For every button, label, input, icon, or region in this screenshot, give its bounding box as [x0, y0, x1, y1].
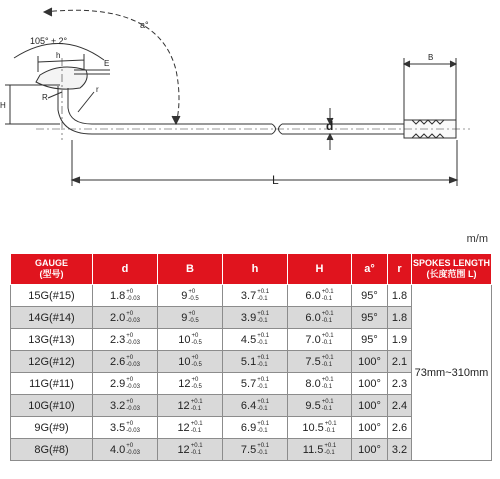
cell-a: 100° — [352, 395, 388, 417]
cell-B: 12 +0 -0.5 — [158, 373, 223, 395]
label-E: E — [104, 59, 110, 68]
cell-B: 9 +0 -0.5 — [158, 307, 223, 329]
label-L: L — [272, 173, 279, 187]
cell-r: 2.4 — [388, 395, 412, 417]
cell-r: 1.8 — [388, 307, 412, 329]
cell-d: 2.9 +0 -0.03 — [93, 373, 158, 395]
table-header-row — [11, 254, 492, 285]
header-H: H — [288, 254, 352, 285]
cell-a: 95° — [352, 307, 388, 329]
cell-H: 7.5 +0.1 -0.1 — [288, 351, 352, 373]
label-R: R — [42, 93, 48, 102]
cell-H: 8.0 +0.1 -0.1 — [288, 373, 352, 395]
cell-B: 10 +0 -0.5 — [158, 351, 223, 373]
cell-length-range: 73mm~310mm — [412, 285, 492, 461]
header-h: h — [223, 254, 288, 285]
cell-gauge: 11G(#11) — [11, 373, 93, 395]
header-length: SPOKES LENGTH (长度范围 L) — [412, 254, 492, 285]
cell-gauge: 8G(#8) — [11, 439, 93, 461]
cell-r: 3.2 — [388, 439, 412, 461]
cell-a: 95° — [352, 329, 388, 351]
table-row — [11, 285, 492, 307]
cell-a: 100° — [352, 439, 388, 461]
cell-H: 9.5 +0.1 -0.1 — [288, 395, 352, 417]
cell-h: 5.7 +0.1 -0.1 — [223, 373, 288, 395]
cell-r: 2.1 — [388, 351, 412, 373]
label-h: h — [56, 51, 61, 60]
cell-H: 10.5 +0.1 -0.1 — [288, 417, 352, 439]
cell-H: 6.0 +0.1 -0.1 — [288, 307, 352, 329]
cell-h: 6.9 +0.1 -0.1 — [223, 417, 288, 439]
label-B: B — [428, 53, 434, 62]
cell-gauge: 9G(#9) — [11, 417, 93, 439]
dim-r-leader — [78, 92, 94, 112]
cell-gauge: 13G(#13) — [11, 329, 93, 351]
label-d: d — [326, 119, 334, 133]
cell-H: 11.5 +0.1 -0.1 — [288, 439, 352, 461]
cell-a: 100° — [352, 373, 388, 395]
cell-a: 95° — [352, 285, 388, 307]
label-angle-a: a° — [140, 20, 149, 30]
cell-gauge: 12G(#12) — [11, 351, 93, 373]
cell-r: 1.9 — [388, 329, 412, 351]
cell-h: 3.7 +0.1 -0.1 — [223, 285, 288, 307]
cell-a: 100° — [352, 417, 388, 439]
header-B: B — [158, 254, 223, 285]
cell-d: 2.3 +0 -0.03 — [93, 329, 158, 351]
cell-d: 4.0 +0 -0.03 — [93, 439, 158, 461]
cell-H: 6.0 +0.1 -0.1 — [288, 285, 352, 307]
label-r: r — [96, 85, 99, 94]
label-H: H — [0, 101, 6, 110]
cell-gauge: 10G(#10) — [11, 395, 93, 417]
cell-H: 7.0 +0.1 -0.1 — [288, 329, 352, 351]
cell-d: 2.6 +0 -0.03 — [93, 351, 158, 373]
cell-d: 1.8 +0 -0.03 — [93, 285, 158, 307]
cell-gauge: 15G(#15) — [11, 285, 93, 307]
cell-B: 9 +0 -0.5 — [158, 285, 223, 307]
cell-d: 3.2 +0 -0.03 — [93, 395, 158, 417]
unit-label: m/m — [466, 233, 488, 245]
header-gauge: GAUGE (型号) — [11, 254, 93, 285]
dim-B-line — [404, 58, 456, 120]
cell-d: 2.0 +0 -0.03 — [93, 307, 158, 329]
header-d: d — [93, 254, 158, 285]
cell-h: 4.5 +0.1 -0.1 — [223, 329, 288, 351]
cell-B: 10 +0 -0.5 — [158, 329, 223, 351]
label-angle-main: 105° ± 2° — [30, 36, 68, 46]
cell-a: 100° — [352, 351, 388, 373]
dim-R-leader — [48, 92, 62, 98]
cell-gauge: 14G(#14) — [11, 307, 93, 329]
cell-B: 12 +0.1 -0.1 — [158, 417, 223, 439]
cell-r: 2.3 — [388, 373, 412, 395]
cell-B: 12 +0.1 -0.1 — [158, 439, 223, 461]
dim-H-line — [5, 85, 60, 124]
header-r: r — [388, 254, 412, 285]
spoke-diagram — [0, 0, 500, 200]
cell-d: 3.5 +0 -0.03 — [93, 417, 158, 439]
cell-r: 1.8 — [388, 285, 412, 307]
cell-h: 6.4 +0.1 -0.1 — [223, 395, 288, 417]
cell-r: 2.6 — [388, 417, 412, 439]
cell-B: 12 +0.1 -0.1 — [158, 395, 223, 417]
spoke-spec-table — [10, 253, 492, 461]
cell-h: 3.9 +0.1 -0.1 — [223, 307, 288, 329]
cell-h: 5.1 +0.1 -0.1 — [223, 351, 288, 373]
cell-h: 7.5 +0.1 -0.1 — [223, 439, 288, 461]
dim-L-line — [72, 140, 457, 186]
header-a: a° — [352, 254, 388, 285]
